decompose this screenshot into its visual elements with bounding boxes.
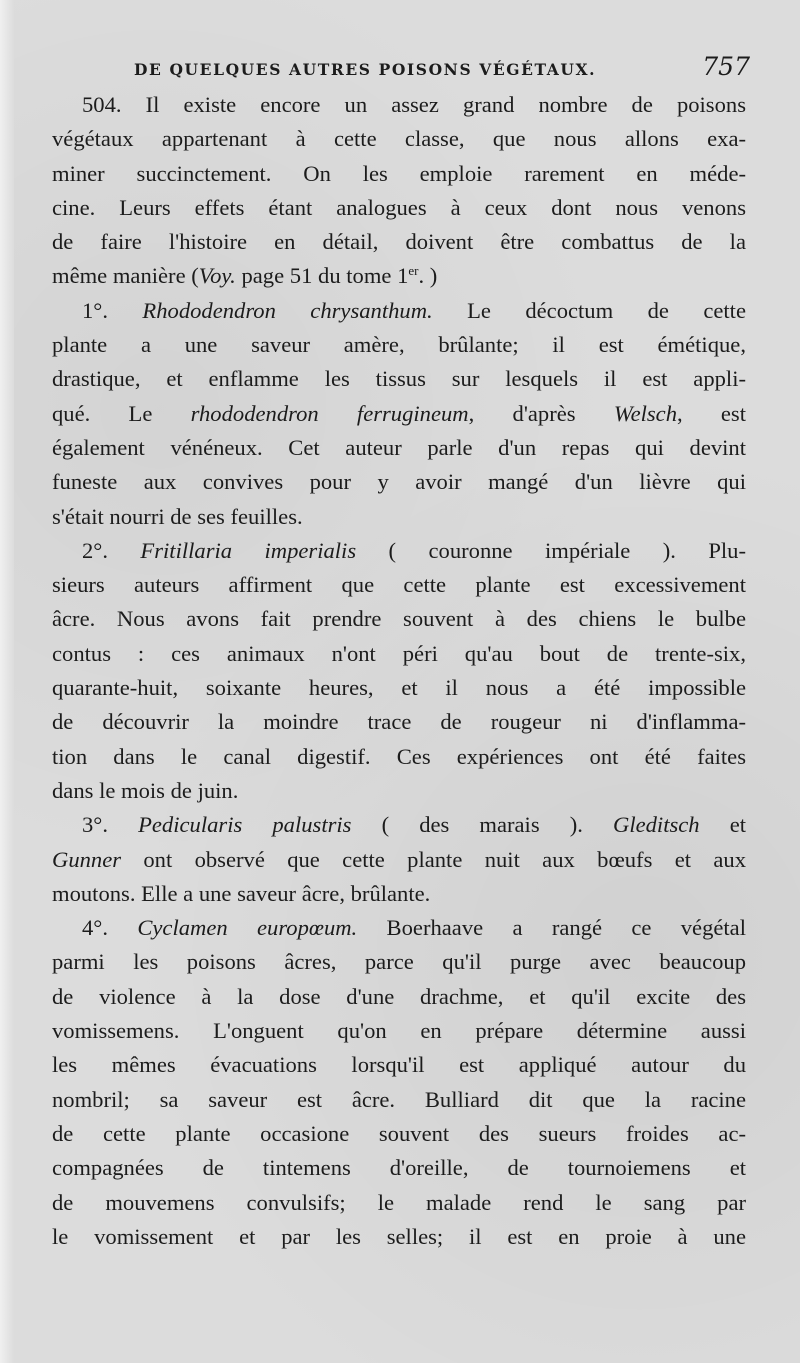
text-line: nombril; sa saveur est âcre. Bulliard dit que la racine (52, 1086, 746, 1112)
text-line: les mêmes évacuations lorsqu'il est appliqué autour du (52, 1052, 746, 1078)
text-line: quarante-huit, soixante heures, et il nous a été impossible (52, 675, 746, 701)
page-number: 757 (702, 52, 750, 81)
text-line (52, 294, 746, 328)
text-line: contus : ces animaux n'ont péri qu'au bout de trente-six, (52, 640, 746, 666)
text-line: moutons. Elle a une saveur âcre, brûlante. (52, 880, 431, 906)
text-line: sieurs auteurs affirment que cette plante est excessivement (52, 572, 746, 598)
item-number: 3°. (82, 812, 108, 838)
author-name: Welsch (613, 400, 677, 426)
text-line: parmi les poisons âcres, parce qu'il purge avec beaucoup (52, 949, 746, 975)
item-number: 1°. (82, 297, 108, 323)
text-fragment: Le décoctum de cette (432, 297, 746, 323)
text-fragment: Boerhaave a rangé ce végétal (357, 915, 746, 941)
text-line: funeste aux convives pour y avoir mangé d'un lièvre qui (52, 469, 746, 495)
text-line: végétaux appartenant à cette classe, que nous allons exa- (52, 126, 746, 152)
text-line: vomissemens. L'onguent qu'on en prépare détermine aussi (52, 1018, 746, 1044)
paragraph-3 (52, 808, 746, 911)
plant-name: Pedicularis palustris (138, 812, 352, 838)
paragraph-2 (52, 534, 746, 808)
text-fragment: ont observé que cette plante nuit aux bœufs et aux (121, 846, 746, 872)
page-edge (0, 0, 14, 1363)
text-line: miner succinctement. On les emploie rarement en méde- (52, 160, 746, 186)
text-fragment: , d'après (468, 400, 614, 426)
author-name: Gunner (52, 846, 122, 872)
text-line: plante a une saveur amère, brûlante; il est émétique, (52, 332, 746, 358)
text-fragment: qué. Le (52, 400, 191, 426)
plant-name: rhododendron ferrugineum (190, 400, 469, 426)
plant-name: Cyclamen europœum. (137, 915, 358, 941)
text-line: de découvrir la moindre trace de rougeur ni d'inflamma- (52, 709, 746, 735)
text-line: de violence à la dose d'une drachme, et qu'il excite des (52, 983, 746, 1009)
plant-name: Rhododendron chrysanthum. (142, 297, 433, 323)
text-line: drastique, et enflamme les tissus sur lesquels il est appli- (52, 366, 746, 392)
text-fragment: page 51 du tome 1 (235, 263, 409, 289)
text-line (52, 534, 746, 568)
paragraph-4 (52, 911, 746, 1254)
text-line: dans le mois de juin. (52, 777, 239, 803)
text-line (52, 808, 746, 842)
voy-abbreviation: Voy. (198, 263, 236, 289)
text-line: de cette plante occasione souvent des sueurs froides ac- (52, 1120, 746, 1146)
text-line: de faire l'histoire en détail, doivent être combattus de la (52, 229, 746, 255)
plant-name: Fritillaria imperialis (140, 537, 357, 563)
superscript: er (408, 263, 419, 279)
text-fragment: . ) (418, 263, 438, 289)
text-line: 504. Il existe encore un assez grand nombre de poisons (82, 92, 746, 117)
author-name: Gleditsch (613, 812, 700, 838)
paragraph-504 (52, 88, 746, 294)
text-line: le vomissement et par les selles; il est en proie à une (52, 1223, 746, 1249)
item-number: 2°. (82, 537, 108, 563)
text-fragment: et (699, 812, 746, 838)
text-line (52, 397, 746, 431)
text-line: tion dans le canal digestif. Ces expériences ont été faites (52, 743, 746, 769)
text-line (52, 259, 746, 293)
paragraph-1 (52, 294, 746, 534)
text-line: également vénéneux. Cet auteur parle d'un repas qui devint (52, 434, 746, 460)
text-line: compagnées de tintemens d'oreille, de tournoiemens et (52, 1155, 746, 1181)
text-line: de mouvemens convulsifs; le malade rend le sang par (52, 1189, 746, 1215)
page-header (56, 52, 750, 92)
text-line (52, 843, 746, 877)
text-line: s'était nourri de ses feuilles. (52, 503, 303, 529)
running-head: DE QUELQUES AUTRES POISONS VÉGÉTAUX. (134, 60, 597, 79)
text-fragment: ( couronne impériale ). Plu- (356, 537, 746, 563)
text-line: âcre. Nous avons fait prendre souvent à des chiens le bulbe (52, 606, 746, 632)
text-line: cine. Leurs effets étant analogues à ceux dont nous venons (52, 194, 746, 220)
item-number: 4°. (82, 915, 108, 941)
body-text (52, 88, 746, 1254)
text-fragment: , est (677, 400, 747, 426)
text-fragment: ( des marais ). (351, 812, 613, 838)
text-line (52, 911, 746, 945)
text-fragment: même manière ( (52, 263, 199, 289)
